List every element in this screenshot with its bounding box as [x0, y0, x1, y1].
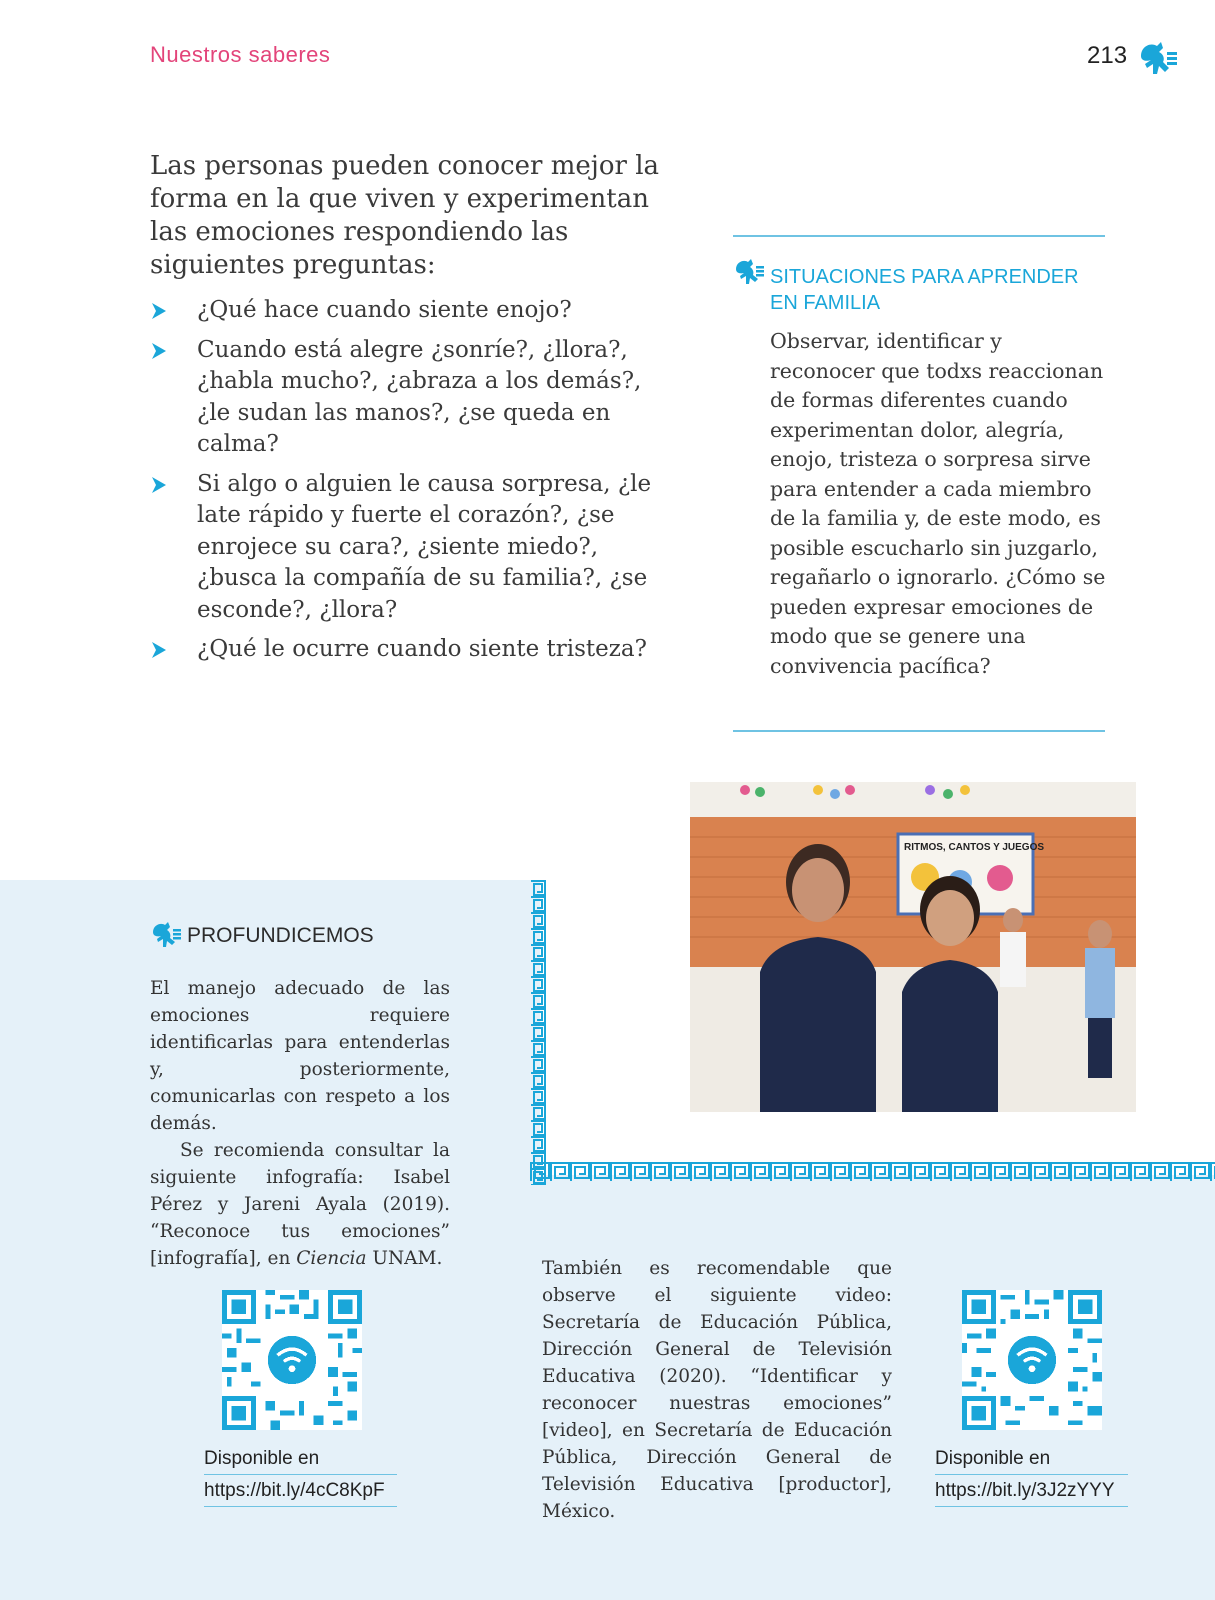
banner-text: RITMOS, CANTOS Y JUEGOS [904, 842, 1045, 853]
citation-italic: Ciencia [296, 1248, 367, 1269]
hand-logo-icon [1135, 38, 1179, 78]
qr-link-block [935, 1443, 1128, 1507]
qr-link-block [204, 1443, 397, 1507]
resource-link[interactable]: https://bit.ly/3J2zYYY [935, 1475, 1128, 1507]
profundicemos-paragraph: El manejo adecuado de las emociones requiere identificarlas para entenderlas y, posteriormente, comunicarlas con respeto a los demás. [150, 978, 450, 1134]
chevron-right-icon [150, 342, 168, 360]
video-recommendation-text: También es recomendable que observe el siguiente video: Secretaría de Educación Pública, Dirección General de Televisión Educativa (2020). “Identificar y reconocer nuestras emociones” [video], en Secretaría de Educación Pública, Dirección General de Televisión Educativa [productor], México. [542, 1258, 892, 1522]
profundicemos-text [150, 975, 450, 1272]
intro-paragraph: Las personas pueden conocer mejor la forma en la que viven y experimentan las emociones respondiendo las siguientes preguntas: [150, 151, 660, 280]
hand-icon [150, 920, 182, 948]
hand-icon [733, 257, 765, 285]
chevron-right-icon [150, 302, 168, 320]
citation-text: Se recomienda consultar la siguiente infografía: Isabel Pérez y Jareni Ayala (2019). “Reconoce tus emociones” [infografía], en [150, 1140, 450, 1269]
family-box-title: SITUACIONES PARA APRENDER EN FAMILIA [770, 266, 1079, 314]
chevron-right-icon [150, 641, 168, 659]
page-number: 213 [1087, 42, 1128, 69]
qr-code[interactable] [962, 1290, 1102, 1430]
question-text: ¿Qué le ocurre cuando siente tristeza? [197, 636, 647, 662]
chevron-right-icon [150, 476, 168, 494]
available-label: Disponible en [935, 1443, 1128, 1475]
qr-code[interactable] [222, 1290, 362, 1430]
greek-key-border [530, 880, 546, 1185]
resource-link[interactable]: https://bit.ly/4cC8KpF [204, 1475, 397, 1507]
greek-key-border [530, 1162, 1215, 1182]
list-item [150, 634, 670, 666]
family-box-text: Observar, identificar y reconocer que todxs reaccionan de formas diferentes cuando experimentan dolor, alegría, enojo, tristeza o sorpresa sirve para entender a cada miembro de la familia y, de este modo, es posible escucharlo sin juzgarlo, regañarlo o ignorarlo. ¿Cómo se pueden expresar emociones de modo que se genere una convivencia pacífica? [770, 329, 1106, 678]
citation-end: UNAM. [366, 1248, 443, 1269]
question-text: Si algo o alguien le causa sorpresa, ¿le late rápido y fuerte el corazón?, ¿se enrojece su cara?, ¿siente miedo?, ¿busca la compañía de su familia?, ¿se esconde?, ¿llora? [197, 470, 652, 623]
question-text: ¿Qué hace cuando siente enojo? [197, 297, 572, 323]
section-title: Nuestros saberes [150, 42, 331, 67]
family-situations-box [733, 235, 1105, 732]
list-item [150, 295, 670, 327]
profundicemos-title: PROFUNDICEMOS [187, 924, 374, 947]
profundicemos-paragraph [150, 1137, 450, 1272]
question-list [150, 295, 670, 674]
list-item [150, 335, 670, 461]
question-text: Cuando está alegre ¿sonríe?, ¿llora?, ¿habla mucho?, ¿abraza a los demás?, ¿le sudan las manos?, ¿se queda en calma? [197, 336, 642, 457]
available-label: Disponible en [204, 1443, 397, 1475]
children-photo [690, 782, 1136, 1112]
list-item [150, 469, 670, 627]
